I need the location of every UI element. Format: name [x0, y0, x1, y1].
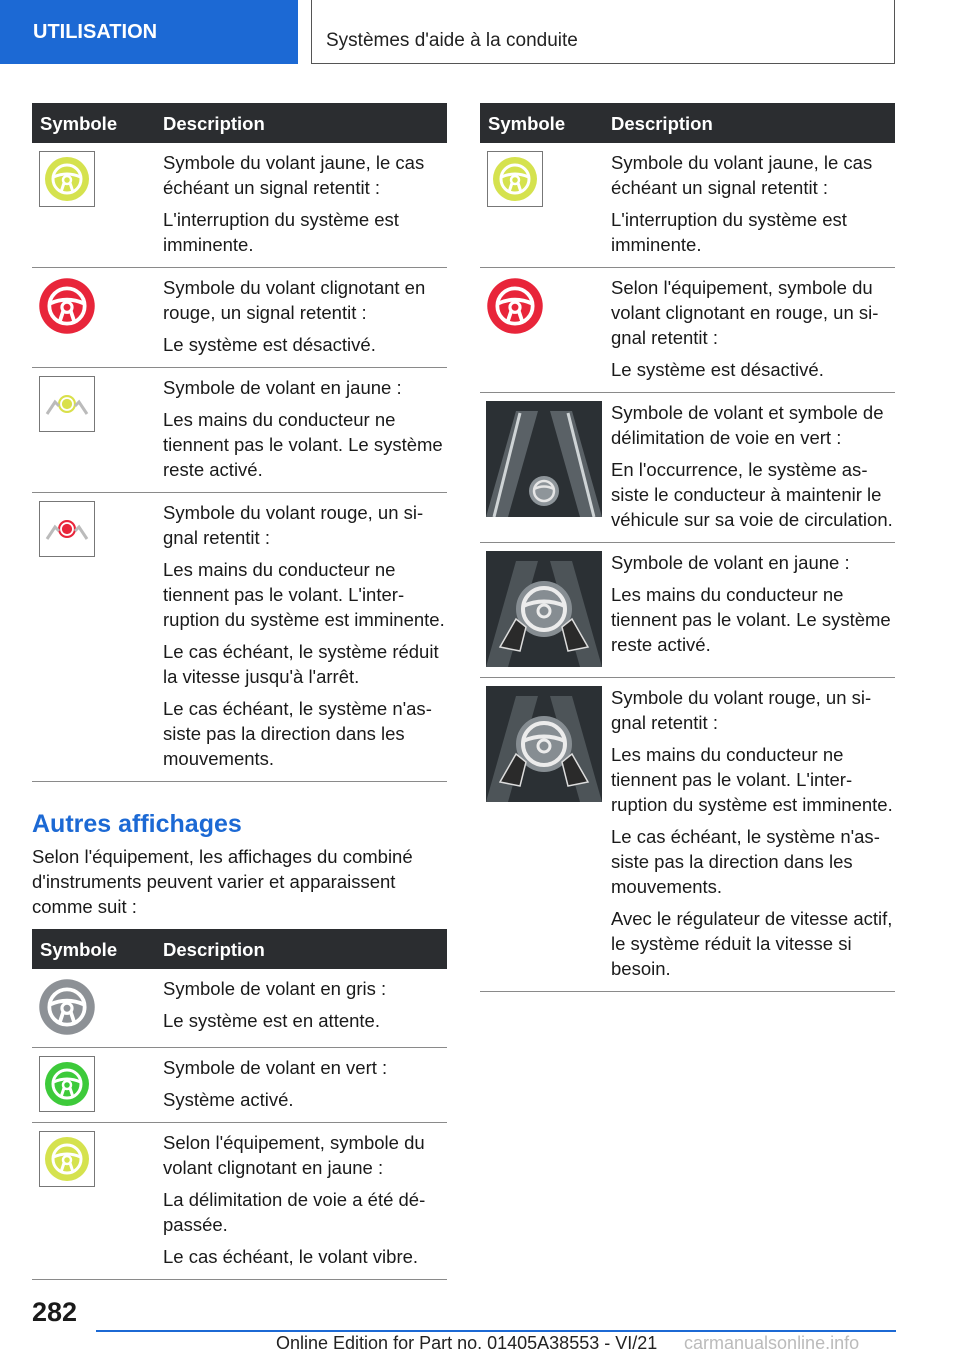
- page-number: 282: [32, 1297, 78, 1327]
- lane-display-icon: [486, 401, 602, 517]
- description-text: Symbole de volant et symbole de délimitation de voie en vert :: [611, 402, 884, 448]
- table-row: [480, 268, 895, 393]
- table-row: [480, 143, 895, 268]
- description-text: Le système est en attente.: [163, 1010, 380, 1031]
- table-row: [32, 1048, 447, 1123]
- description-text: Symbole de volant en jaune :: [163, 377, 402, 398]
- column-header-description: Description: [163, 103, 447, 143]
- chapter-title: Systèmes d'aide à la conduite: [311, 0, 895, 64]
- watermark: carmanualsonline.info: [684, 1333, 860, 1353]
- table-row: [32, 969, 447, 1048]
- description-text: Symbole de volant en jaune :: [611, 552, 850, 573]
- description-text: Symbole de volant en gris :: [163, 978, 387, 999]
- symbol-table-2: [32, 929, 447, 1280]
- description-text: Le cas échéant, le système n'assiste pas la direction dans les mouvements.: [163, 698, 432, 769]
- description-text: La délimitation de voie a été dépassée.: [163, 1189, 426, 1235]
- description-text: Le cas échéant, le système n'assiste pas la direction dans les mouvements.: [611, 826, 880, 897]
- table-row: [32, 493, 447, 782]
- steering-wheel-grey-icon: [37, 977, 97, 1037]
- hands-display-icon: [486, 551, 602, 667]
- table-row: [32, 368, 447, 493]
- description-text: Le cas échéant, le volant vibre.: [163, 1246, 419, 1267]
- column-header-symbol: Symbole: [480, 103, 611, 143]
- description-text: Avec le régulateur de vitesse actif, le système réduit la vitesse si besoin.: [611, 908, 893, 979]
- steering-wheel-yellow-icon: [39, 1131, 95, 1187]
- column-header-symbol: Symbole: [32, 929, 163, 969]
- description-text: Selon l'équipement, symbole du volant clignotant en jaune :: [163, 1132, 425, 1178]
- table-row: [480, 393, 895, 543]
- section-heading: Autres affichages: [32, 810, 242, 838]
- description-text: Symbole du volant jaune, le cas échéant un signal retentit :: [163, 152, 425, 198]
- description-text: L'interruption du système est imminente.: [611, 209, 847, 255]
- description-text: Le système est désactivé.: [611, 359, 824, 380]
- steering-wheel-red-icon: [37, 276, 97, 336]
- steering-wheel-red-icon: [485, 276, 545, 336]
- table-row: [480, 678, 895, 992]
- description-text: Symbole de volant en vert :: [163, 1057, 388, 1078]
- column-header-description: Description: [163, 929, 447, 969]
- table-row: [32, 143, 447, 268]
- description-text: En l'occurrence, le système assiste le conducteur à maintenir le véhicule sur sa voie de circulation.: [611, 459, 893, 530]
- description-text: Le cas échéant, le système réduit la vitesse jusqu'à l'arrêt.: [163, 641, 439, 687]
- left-column: [32, 103, 447, 1280]
- description-text: Les mains du conducteur ne tiennent pas le volant. L'interruption du système est imminente.: [611, 744, 893, 815]
- description-text: Selon l'équipement, symbole du volant clignotant en rouge, un signal retentit :: [611, 277, 879, 348]
- description-text: Les mains du conducteur ne tiennent pas le volant. L'interruption du système est imminente.: [163, 559, 445, 630]
- description-text: Le système est désactivé.: [163, 334, 376, 355]
- hands-off-yellow-icon: [39, 376, 95, 432]
- steering-wheel-yellow-icon: [39, 151, 95, 207]
- symbol-table-3: [480, 103, 895, 992]
- description-text: Symbole du volant rouge, un signal retentit :: [611, 687, 872, 733]
- column-header-symbol: Symbole: [32, 103, 163, 143]
- section-label: UTILISATION: [0, 0, 298, 64]
- description-text: Symbole du volant jaune, le cas échéant un signal retentit :: [611, 152, 873, 198]
- column-header-description: Description: [611, 103, 895, 143]
- table-row: [32, 268, 447, 368]
- hands-off-red-icon: [39, 501, 95, 557]
- description-text: L'interruption du système est imminente.: [163, 209, 399, 255]
- footer-divider: [96, 1330, 896, 1332]
- description-text: Les mains du conducteur ne tiennent pas le volant. Le système reste activé.: [163, 409, 443, 480]
- description-text: Symbole du volant rouge, un signal retentit :: [163, 502, 424, 548]
- description-text: Symbole du volant clignotant en rouge, un signal retentit :: [163, 277, 426, 323]
- section-intro: Selon l'équipement, les affichages du combiné d'instruments peuvent varier et apparaissent comme suit :: [32, 846, 413, 917]
- edition-note: Online Edition for Part no. 01405A38553 - VI/21: [276, 1333, 658, 1353]
- table-row: [480, 543, 895, 678]
- right-column: [480, 103, 895, 992]
- steering-wheel-green-icon: [39, 1056, 95, 1112]
- steering-wheel-yellow-icon: [487, 151, 543, 207]
- description-text: Système activé.: [163, 1089, 294, 1110]
- table-row: [32, 1123, 447, 1280]
- description-text: Les mains du conducteur ne tiennent pas le volant. Le système reste activé.: [611, 584, 891, 655]
- hands-display-icon: [486, 686, 602, 802]
- symbol-table-1: [32, 103, 447, 782]
- page-header: [0, 0, 960, 66]
